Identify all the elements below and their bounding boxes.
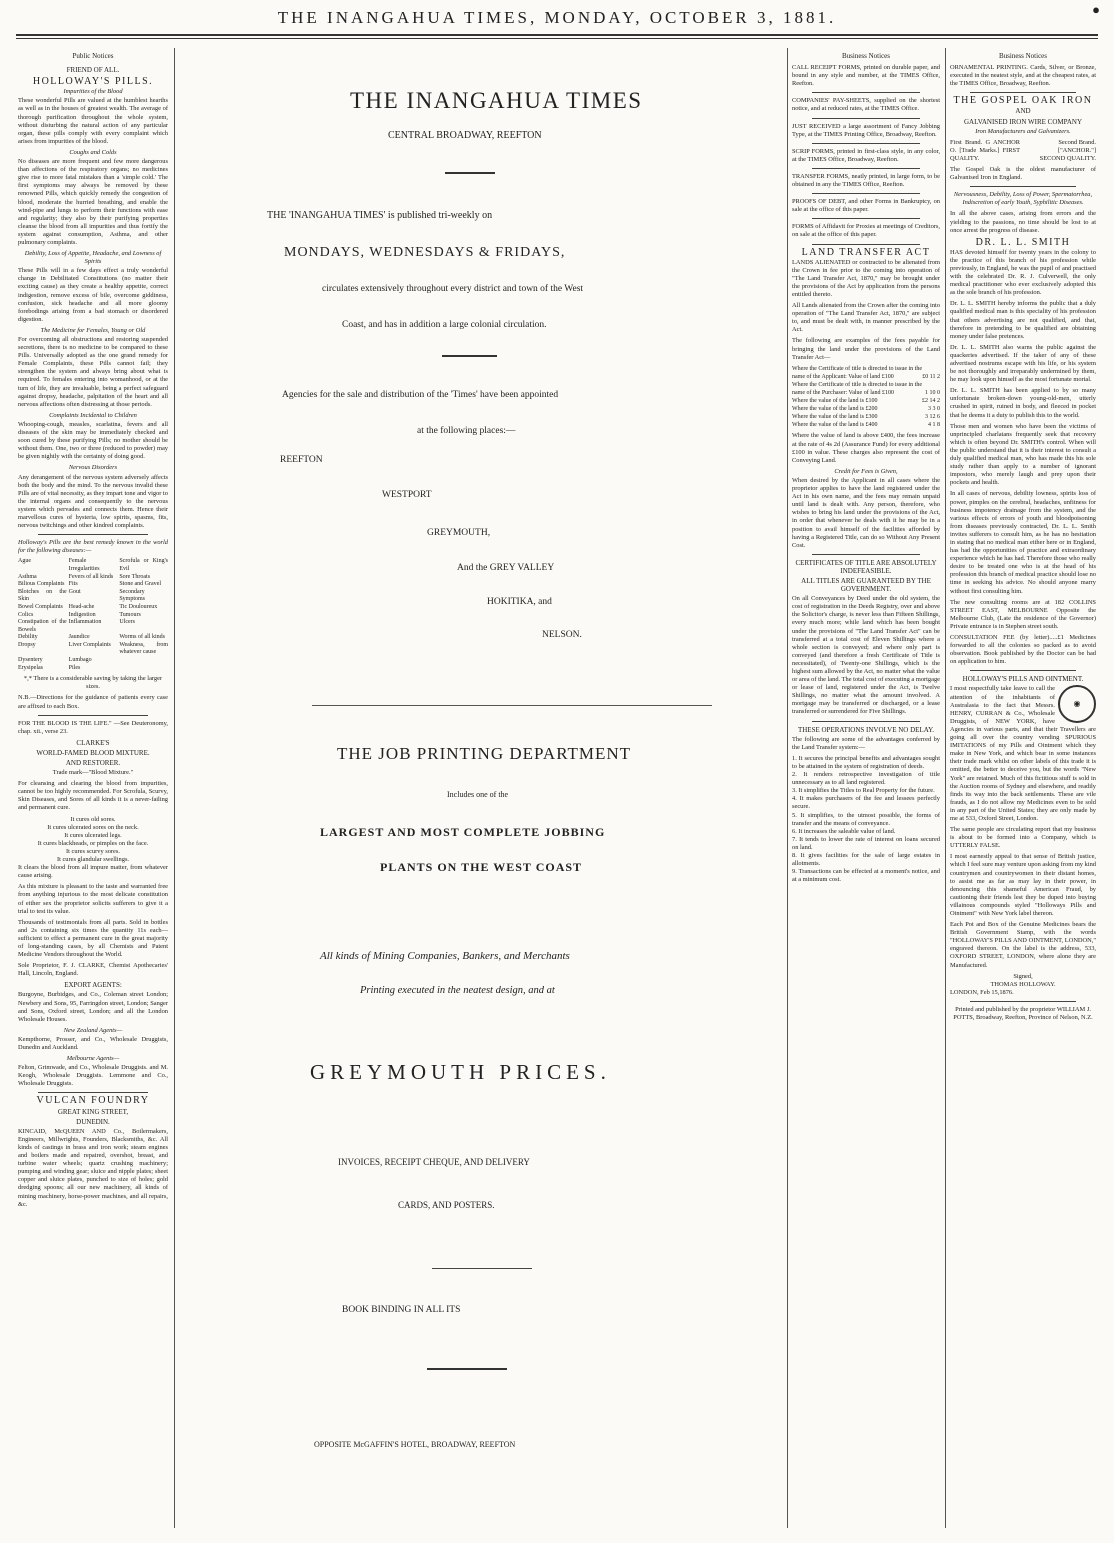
clarke-heading: CLARKE'S: [76, 738, 110, 747]
separator: [812, 118, 920, 119]
guaranteed-heading: ALL TITLES ARE GUARANTEED BY THE GOVERNMENT.: [801, 576, 931, 594]
ad-item: CALL RECEIPT FORMS, printed on durable paper, and bound in any style and number, at the TIMES Office, Reefton.: [792, 64, 940, 88]
ad-item: PROOFS OF DEBT, and other Forms in Bankruptcy, on sale at the office of this paper.: [792, 198, 940, 214]
signature: THOMAS HOLLOWAY.: [990, 980, 1056, 988]
separator: [812, 168, 920, 169]
list-item: Debility: [18, 634, 38, 641]
circulation-line: circulates extensively throughout every district and town of the West: [322, 284, 584, 294]
cure-item: It cures blackheads, or pimples on the face.: [37, 839, 149, 847]
publication-days: MONDAYS, WEDNESDAYS & FRIDAYS,: [284, 245, 566, 260]
paragraph: Kempthorne, Prosser, and Co., Wholesale Druggists, Dunedin and Auckland.: [18, 1035, 168, 1051]
job-printing-heading: THE JOB PRINTING DEPARTMENT: [337, 744, 632, 763]
paragraph: In all cases of nervous, debility lowness, spirits loss of power, pimples on the cerebral, headaches, unfitness for business impotency drainage from the system, and the various effects of errors of youth and bloodpoisoning from diseases previously contracted, Dr. L. L. Smith invites sufferers to consult him, as he has no hesitation in stating that no medical man either here or in England, has had the opportunities of practice and extraordinary experience which he has had. Therefore those who really desire to be treated one who is at the head of his profession this branch of medical practice should lose no time in seeking his advice. No should anyone marry without first consulting him.: [950, 490, 1096, 595]
holloway-title: HOLLOWAY'S PILLS.: [32, 76, 154, 88]
vulcan-street: GREAT KING STREET,: [57, 1107, 129, 1116]
paragraph: KINCAID, McQUEEN AND Co., Boilermakers, Engineers, Millwrights, Founders, Blacksmiths, &c. All kinds of castings in brass and iron work; steam engines and boilers made and repaired, overshot, breast, and turbine water wheels; quartz crushing machinery; pumping and winding gear; sluice and nipple plates; sheet copper and sluice plates, punched to size of holes; gold dredging spoons; all our new machinery, all kinds of mining machinery, horse-power machines, and all repairs, &c.: [18, 1127, 168, 1208]
subheading: Debility, Loss of Appetite, Headache, and Lowness of Spirits: [24, 250, 162, 266]
paragraph: The same people are circulating report that my business is about to be formed into a Company, which is UTTERLY FALSE.: [950, 826, 1096, 850]
paragraph: Whooping-cough, measles, scarlatina, fevers and all diseases of the skin may be immediately checked and soon cured by these purifying Pills; no mother should be without them. One, two or three (reduced to powder) may be given nightly with the certainty of doing good.: [18, 420, 168, 461]
list-item: Tumours: [119, 611, 141, 618]
friend-heading: FRIEND OF ALL.: [66, 66, 120, 75]
list-item: Ulcers: [119, 619, 135, 626]
list-item: [119, 665, 168, 673]
list-item: Bilious Complaints: [18, 581, 65, 588]
list-item: Piles: [68, 664, 81, 671]
column-divider: [787, 48, 788, 1528]
paragraph: CONSULTATION FEE (by letter).....£1 Medicines forwarded to all the colonies so packed as to avoid observation. Book published by the Doctor can be had on application to him.: [950, 634, 1096, 666]
imprint: Printed and published by the proprietor WILLIAM J. POTTS, Broadway, Reefton, Province of Nelson, N.Z.: [953, 1005, 1093, 1022]
paragraph: These Pills will in a few days effect a truly wonderful change in Debilitated Constitutions (no matter their exciting cause) as they create a healthy appetite, correct indigestion, remove excess of bile, overcome giddiness, confusion, sick headache and all more gloomy forebodings arising from a bad stomach or disordered digestion.: [18, 267, 168, 323]
column-divider: [174, 48, 175, 1528]
fee-description: Where the Certificate of title is directed to issue in the name of the Applicant: Value of land £100: [792, 365, 922, 380]
paragraph: Felton, Grimwade, and Co., Wholesale Druggists. and M. Keogh, Wholesale Druggists. Lemmone and Co., Wholesale Druggists.: [18, 1064, 168, 1088]
place-item: HOKITIKA, and: [487, 597, 552, 607]
blood-heading: FOR THE BLOOD IS THE LIFE." —See Deuteronomy, chap. xii., verse 23.: [18, 719, 168, 735]
diseases-list: [18, 558, 168, 672]
masthead: THE INANGAHUA TIMES, MONDAY, OCTOBER 3, 1881.: [277, 8, 837, 27]
fee-amount: £0 11 2: [922, 373, 940, 380]
paragraph-text: I most respectfully take leave to call the attention of the inhabitants of Australasia to the fact that Messrs. HENRY, CURRAN & Co., Wholesale Druggists, of NEW YORK, have Agencies in various parts, and that their Travellers are going all over the country vending SPURIOUS IMITATIONS of my Pills and Ointment which they make in New York, and which bear in some instances their trade mark whilst on other labels of this trade it is omitted, the better to deceive you, but the words "New York" are retained. Much of this fictitious stuff is sold in the Auction rooms of Sydney and elsewhere, and readily finds its way into the back settlements. These are vile frauds, as I do not allow my Medicines even to be sold in any part of the United States; they are only made by me at 533, Oxford Street, London.: [950, 685, 1096, 822]
cure-item: It cures ulcerated legs.: [64, 831, 122, 839]
publication-line: THE 'INANGAHUA TIMES' is published tri-weekly on: [267, 210, 493, 221]
fee-amount: 3 12 6: [925, 414, 940, 421]
subheading: Impurities of the Blood: [63, 88, 123, 96]
list-item: Liver Complaints: [68, 641, 111, 648]
cure-item: It clears the blood from all impure matter, from whatever cause arising.: [18, 864, 168, 880]
separator: [312, 705, 712, 706]
circulation-line: Coast, and has in addition a large colonial circulation.: [342, 320, 547, 330]
paragraph: HAS devoted himself for twenty years in the colony to the practice of this branch of his profession while previously, in England, he was the pupil of and practised with the celebrated Dr. R. J. Culverwell, the only medical practitioner who ever exclusively adopted this as the sole branch of his profession.: [950, 248, 1096, 297]
list-item: [119, 657, 168, 665]
times-advertisement: [232, 50, 777, 1530]
cure-item: It cures ulcerated sores on the neck.: [47, 823, 139, 831]
paragraph: Where the value of land is above £400, the fees increase at the rate of 4s 2d (Assurance Fund) for every additional £100 in value. These charges also represent the cost of Conveying Land.: [792, 432, 940, 464]
list-item: Stone and Gravel: [119, 581, 161, 588]
certificates-heading: CERTIFICATES OF TITLE ARE ABSOLUTELY INDEFEASIBLE.: [795, 558, 937, 575]
advantage-item: 6. It increases the saleable value of land.: [792, 827, 896, 835]
list-item: Ague: [18, 558, 31, 565]
separator: [970, 1001, 1076, 1002]
list-item: Asthma: [18, 573, 37, 580]
signed: Signed,: [1013, 972, 1033, 980]
paragraph: [950, 685, 1096, 823]
largest-line: LARGEST AND MOST COMPLETE JOBBING: [320, 825, 606, 839]
includes-line: Includes one of the: [447, 790, 509, 799]
place-item: NELSON.: [542, 630, 582, 640]
separator: [445, 172, 495, 174]
greymouth-prices: GREYMOUTH PRICES.: [310, 1060, 611, 1084]
separator: [38, 534, 148, 535]
place-item: REEFTON: [280, 455, 323, 465]
paragraph: Those men and women who have been the victims of unprincipled charlatans frequently seek that recovery which is often beyond Dr. SMITH's control. When will the public understand that it is their interest to consult a duly qualified medical man, who has made this his sole study rather than apply to a number of ignorant impostors, who merely laugh and prey upon their pockets and health.: [950, 422, 1096, 487]
separator: [970, 670, 1076, 671]
subheading: The Medicine for Females, Young or Old: [40, 326, 146, 334]
subheading: Credit for Fees is Given,: [834, 467, 898, 475]
paragraph: No diseases are more frequent and few more dangerous than affections of the respiratory organs; no medicines give rise to more fatal mistakes than a 'simple cold.' The first symptoms may always be removed by these renowned Pills, which quickly remedy the congestion of blood, moderate the hurried breathing, and enable the wind-pipe and lungs to perform their functions with ease and regularity; they also by their purifying properties cleanse the blood from all impurities and thus fortify the system against consumption, Asthma, and other pulmonary complaints.: [18, 158, 168, 246]
paragraph: The Gospel Oak is the oldest manufacturer of Galvanised Iron in England.: [950, 166, 1096, 182]
table-row: [792, 397, 940, 405]
saving-note: *,* There is a considerable saving by taking the larger sizes.: [23, 675, 163, 691]
ad-item: JUST RECEIVED a large assortment of Fancy Jobbing Type, at the TIMES Printing Office, Broadway, Reefton.: [792, 122, 940, 138]
fee-description: Where the value of the land is £400: [792, 422, 878, 429]
fee-amount: 3 3 0: [928, 406, 940, 413]
list-item: Indigestion: [68, 611, 96, 618]
trademark-seal-icon: ◉: [1058, 685, 1096, 723]
cure-item: It cures old sores.: [70, 815, 116, 823]
paragraph: I most earnestly appeal to that sense of British justice, which I feel sure may venture upon asking from my kind countrymen and countrywomen in their distant homes, to assist me as far as may lay in their power, in denouncing this shameful American Fraud, by cautioning their friends lest they be duped into buying villainous compounds styled "Holloways Pills and Ointment" with New York label thereon.: [950, 853, 1096, 917]
column-header: Business Notices: [841, 52, 891, 60]
list-item: Gout: [68, 588, 81, 595]
separator: [812, 218, 920, 219]
list-item: Head-ache: [68, 603, 95, 610]
fee-amount: 1 10 0: [925, 390, 940, 396]
list-item: Fevers of all kinds: [68, 573, 114, 580]
list-item: Dropsy: [18, 641, 36, 648]
list-item: Secondary Symptoms: [119, 588, 146, 603]
fee-description: Where the Certificate of title is directed to issue in the name of the Purchaser: Value of land £100: [792, 381, 922, 396]
list-item: Inflammation: [68, 619, 102, 626]
printing-line: Printing executed in the neatest design, and at: [360, 985, 555, 996]
list-item: Dysentery: [18, 657, 43, 664]
separator: [812, 554, 920, 555]
table-row: [792, 365, 940, 381]
paragraph: All Lands alienated from the Crown after the coming into operation of "The Land Transfer Act, 1870," are subject to, and must be dealt with, in manner prescribed by the Act.: [792, 302, 940, 334]
subheading: New Zealand Agents—: [63, 1026, 123, 1034]
gospel-oak-heading: THE GOSPEL OAK IRON: [953, 95, 1093, 107]
place-item: And the GREY VALLEY: [457, 563, 555, 573]
list-item: Jaundice: [68, 634, 90, 641]
paragraph: Dr. L. L. SMITH has been applied to by so many unfortunate broken-down young-old-men, utterly crushed in spirit, ruined in body, and fleeced in pocket that he deems it a duty to publish this to the world.: [950, 387, 1096, 419]
paragraph: Dr. L. L. SMITH also warns the public against the quackeries advertised. If the taker of any of these advertised nostrums escape with his life, or his system be not thoroughly and irreparably undermined by them, he may look upon himself as the most fortunate mortal.: [950, 343, 1096, 384]
column-business-notices-2: [950, 50, 1096, 1530]
subheading: Complaints Incidental to Children: [49, 411, 137, 419]
paragraph: The following are examples of the fees payable for bringing the land under the provisions of the Land Transfer Act—: [792, 337, 940, 361]
ornamental-ad: ORNAMENTAL PRINTING. Cards, Silver, or Bronze, executed in the neatest style, and at the cheapest rates, at the TIMES Office, Broadway, Reefton.: [950, 64, 1096, 88]
separator: [970, 186, 1076, 187]
first-brand: First Brand. G ANCHOR O. [Trade Marks.] FIRST QUALITY.: [950, 138, 1020, 162]
subheading: Nervous Disorders: [68, 464, 118, 472]
fee-description: Where the value of the land is £100: [792, 398, 878, 405]
proprietor: Sole Proprietor, F. J. CLARKE, Chemist Apothecaries' Hall, Lincoln, England.: [18, 962, 168, 978]
list-item: Worms of all kinds: [119, 634, 166, 641]
list-item: Scrofula or King's Evil: [119, 558, 168, 572]
list-item: Bowel Complaints: [18, 603, 63, 610]
ad-item: TRANSFER FORMS, neatly printed, in large form, to be obtained in any the TIMES Office, Reefton.: [792, 172, 940, 189]
separator: [38, 1092, 148, 1093]
separator: [427, 1368, 507, 1370]
doctor-heading: DR. L. L. SMITH: [975, 236, 1071, 248]
gospel-heading: GALVANISED IRON WIRE COMPANY: [963, 117, 1083, 126]
mining-line: All kinds of Mining Companies, Bankers, and Merchants: [320, 950, 570, 962]
fee-description: Where the value of the land is £300: [792, 414, 878, 421]
table-row: [792, 413, 940, 421]
paper-title: THE INANGAHUA TIMES: [350, 88, 643, 113]
column-header: Business Notices: [998, 52, 1048, 60]
gospel-subheading: Iron Manufacturers and Galvanizers.: [975, 127, 1071, 135]
paragraph: When desired by the Applicant in all cases where the proprietor applies to have the land registered under the Act in his own name, and the fees may remain unpaid until land is dealt with. Any person, therefore, who wishes to bring his land under the provisions of the Act, in order that whenever he deals with it he may be in a position to avail himself of the facilities afforded by having a Registered Title, can do so Without Any Present Cost.: [792, 476, 940, 549]
masthead-rule: [16, 34, 1098, 36]
paragraph: These wonderful Pills are valued at the humblest hearths as well as in the houses of greatest wealth. The average of thorough purification throughout the whole system, without disturbing the natural action of any particular organ, these pills comply with every complaint which arises from impurities of the blood.: [18, 97, 168, 145]
ad-item: SCRIP FORMS, printed in first-class style, in any color, at the TIMES Office, Broadway, Reefton.: [792, 147, 940, 163]
separator: [812, 244, 920, 245]
separator: [442, 355, 497, 357]
land-transfer-heading: LAND TRANSFER ACT: [801, 246, 931, 258]
diseases-intro: Holloway's Pills are the best remedy known in the world for the following diseases:—: [18, 539, 168, 555]
advantage-item: 1. It secures the principal benefits and advantages sought to be attained in the system of registration of deeds.: [792, 754, 940, 770]
separator: [812, 193, 920, 194]
advantage-item: 5. It simplifies, to the utmost possible, the forms of transfer and the means of conveyance.: [792, 811, 940, 827]
separator: [970, 92, 1076, 93]
plants-line: PLANTS ON THE WEST COAST: [380, 860, 583, 874]
clarke-heading: AND RESTORER.: [65, 759, 121, 767]
ad-item: FORMS of Affidavit for Proxies at meetings of Creditors, on sale at the office of this paper.: [792, 223, 940, 239]
place-item: WESTPORT: [382, 490, 432, 500]
column-business-notices: [792, 50, 940, 1530]
list-item: Fits: [68, 581, 78, 588]
cure-item: It cures glandular swellings.: [56, 856, 130, 864]
vulcan-heading: VULCAN FOUNDRY: [36, 1095, 150, 1107]
list-item: Weakness, from whatever cause: [119, 641, 168, 656]
second-brand: Second Brand. ["ANCHOR."] SECOND QUALITY.: [1039, 138, 1096, 162]
list-item: Sore Throats: [119, 573, 151, 580]
advantage-item: 4. It makes purchasers of the fee and lessees perfectly secure.: [792, 795, 940, 811]
operations-heading: THESE OPERATIONS INVOLVE NO DELAY.: [797, 725, 935, 734]
nb-note: N.B.—Directions for the guidance of patients every case are affixed to each Box.: [18, 694, 168, 710]
opposite-line: OPPOSITE McGAFFIN'S HOTEL, BROADWAY, REEFTON: [314, 1440, 516, 1449]
place-item: GREYMOUTH,: [427, 528, 491, 538]
paragraph: In all the above cases, arising from errors and the yielding to the passions, no time should be lost to at once arrest the progress of disease.: [950, 210, 1096, 234]
fee-amount: 4 1 8: [928, 422, 940, 429]
trademark: Trade mark—"Blood Mixture.": [52, 769, 134, 777]
table-row: [792, 405, 940, 413]
paragraph: Each Pot and Box of the Genuine Medicines bears the British Government Stamp, with the words "HOLLOWAY'S PILLS AND OINTMENT, LONDON," engraved thereon. On the label is the address, 533, OXFORD STREET, LONDON, where alone they are Manufactured.: [950, 921, 1096, 969]
invoices-line: INVOICES, RECEIPT CHEQUE, AND DELIVERY: [338, 1157, 530, 1167]
subheading: Melbourne Agents—: [66, 1055, 120, 1063]
list-item: Tic Douloureux: [119, 603, 158, 610]
list-item: Female Irregularities: [68, 558, 100, 572]
agency-line: Agencies for the sale and distribution of the 'Times' have been appointed: [282, 390, 559, 400]
nervous-heading: Nervousness, Debility, Loss of Power, Spermatorrhea, Indiscretion of early Youth, Syphilitic Diseases.: [953, 191, 1093, 207]
fees-table: [792, 365, 940, 430]
date-line: LONDON, Feb 15,1876.: [950, 988, 1014, 996]
paragraph: Dr. L. L. SMITH hereby informs the public that a duly qualified medical man is this speciality of his profession that others advertising are not qualified, and that, therefore in pretending to be qualified are obtaining money under false pretences.: [950, 300, 1096, 340]
list-item: Lumbago: [68, 657, 92, 664]
column-header: Public Notices: [72, 52, 114, 60]
cards-line: CARDS, AND POSTERS.: [398, 1200, 495, 1210]
subheading: EXPORT AGENTS:: [64, 981, 122, 990]
table-row: [792, 381, 940, 397]
paragraph: As this mixture is pleasant to the taste and warranted free from anything injurious to the most delicate constitution of either sex the proprietor solicits sufferers to give it a trial to test its value.: [18, 883, 168, 915]
separator: [812, 92, 920, 93]
paragraph: Any derangement of the nervous system adversely affects both the body and the mind. To the nervous invalid these Pills are of vital necessity, as they impart tone and vigor to the internal organs and consequently to the nervous system which pervades and connects them. Hence their marvellous cures of hysteria, low spirits, spasms, fits, nervous twitchings and other kindred complaints.: [18, 473, 168, 530]
fee-description: Where the value of the land is £200: [792, 406, 878, 413]
advantage-item: 7. It tends to lower the rate of interest on loans secured on land.: [792, 835, 940, 851]
separator: [812, 721, 920, 722]
advantage-item: 9. Transactions can be effected at a moment's notice, and at a minimum cost.: [792, 868, 940, 884]
holloway-heading: HOLLOWAY'S PILLS AND OINTMENT.: [962, 675, 1084, 684]
advantage-item: 8. It gives facilities for the sale of large estates in allotments.: [792, 851, 940, 868]
paragraph: Burgoyne, Burbidges, and Co., Coleman street London; Newbery and Sons, 95, Farringdon street, London; Sanger and Sons, Oxford street, London; and all the London Wholesale Houses.: [18, 991, 168, 1023]
subheading: Coughs and Colds: [69, 148, 117, 156]
column-divider: [945, 48, 946, 1528]
list-item: Colics: [18, 611, 34, 618]
paragraph: On all Conveyances by Deed under the old system, the cost of registration in the Deeds Registry, over and above the Solicitor's charge, is never less than Fifteen Shillings, every much more; while land which has been bought under the provisions of "The Land Transfer Act" can be transferred at a total cost of Eleven Shillings where a whole section is conveyed; and where only part is conveyed (and therefore a fresh Certificate of Title is necessitated), of Twenty-one Shillings, which is the highest sum allowed by the Act, no matter what the value or area of the land. The total cost of executing a mortgage or lease of land, registered under the Act, is Twelve Shillings, no matter what the amount involved. A mortgage may be transferred or discharged, or a lease transferred or surrendered for Five Shillings.: [792, 595, 940, 716]
gospel-and: AND: [1015, 107, 1031, 116]
paragraph: LANDS ALIENATED or contracted to be alienated from the Crown in fee prior to the coming into operation of "The Land Transfer Act, 1870," may be brought under the provisions of the Act by application from the persons entitled thereto.: [792, 258, 940, 298]
places-intro: at the following places:—: [417, 426, 516, 436]
table-row: [792, 421, 940, 429]
cure-item: It cures scurvy sores.: [66, 847, 120, 855]
column-public-notices: [18, 50, 168, 1530]
list-item: Erysipelas: [18, 664, 43, 671]
brand-row: [950, 139, 1096, 163]
vulcan-city: DUNEDIN.: [76, 1117, 110, 1126]
ad-item: COMPANIES' PAY-SHEETS, supplied on the shortest notice, and at reduced rates, at the TIMES Office.: [792, 97, 940, 113]
clarke-heading: WORLD-FAMED BLOOD MIXTURE.: [36, 748, 150, 757]
advantage-item: 2. It renders retrospective investigation of title unnecessary as to all land registered.: [792, 771, 940, 787]
separator: [432, 1268, 532, 1269]
list-item: Blotches on the Skin: [18, 588, 67, 603]
paragraph: Thousands of testimonials from all parts. Sold in bottles and 2s containing six times the quantity 11s each—sufficient to effect a permanent cure in the great majority of long-standing cases, by all Chemists and Patent Medicine Vendors throughout the World.: [18, 918, 168, 959]
paragraph: For overcoming all obstructions and restoring suspended secretions, there is no medicine to be compared to these Pills. Universally adopted as the one grand remedy for Female Complaints, these Pills cannot fail; they strengthen the system and always bring about what is required. To females entering into womanhood, or at the turn of life, they are invaluable, being a perfect safeguard against dropsy, headache, palpitation of the heart and all nervous affections often distressing at those periods.: [18, 336, 168, 408]
paragraph: For cleansing and clearing the blood from impurities, cannot be too highly recommended. For Scrofula, Scurvy, Skin Diseases, and Sores of all kinds it is a never-failing and permanent cure.: [18, 780, 168, 812]
fee-amount: £2 14 2: [922, 398, 940, 405]
corner-mark: ●: [1092, 2, 1100, 17]
list-item: Constipation of the Bowels: [18, 619, 67, 633]
paragraph: The following are some of the advantages conferred by the Land Transfer system:—: [792, 735, 940, 751]
paper-address: CENTRAL BROADWAY, REEFTON: [388, 130, 542, 141]
advantage-item: 3. It simplifies the Titles to Real Property for the future.: [792, 787, 935, 795]
paragraph: The new consulting rooms are at 182 COLLINS STREET EAST, MELBOURNE Opposite the Melbourne Club, (Late the residence of the Governor) Private entrance is in Stephen street south.: [950, 598, 1096, 630]
book-binding-line: BOOK BINDING IN ALL ITS: [342, 1305, 461, 1315]
separator: [38, 715, 148, 716]
separator: [812, 143, 920, 144]
masthead-rule-thin: [16, 38, 1098, 39]
